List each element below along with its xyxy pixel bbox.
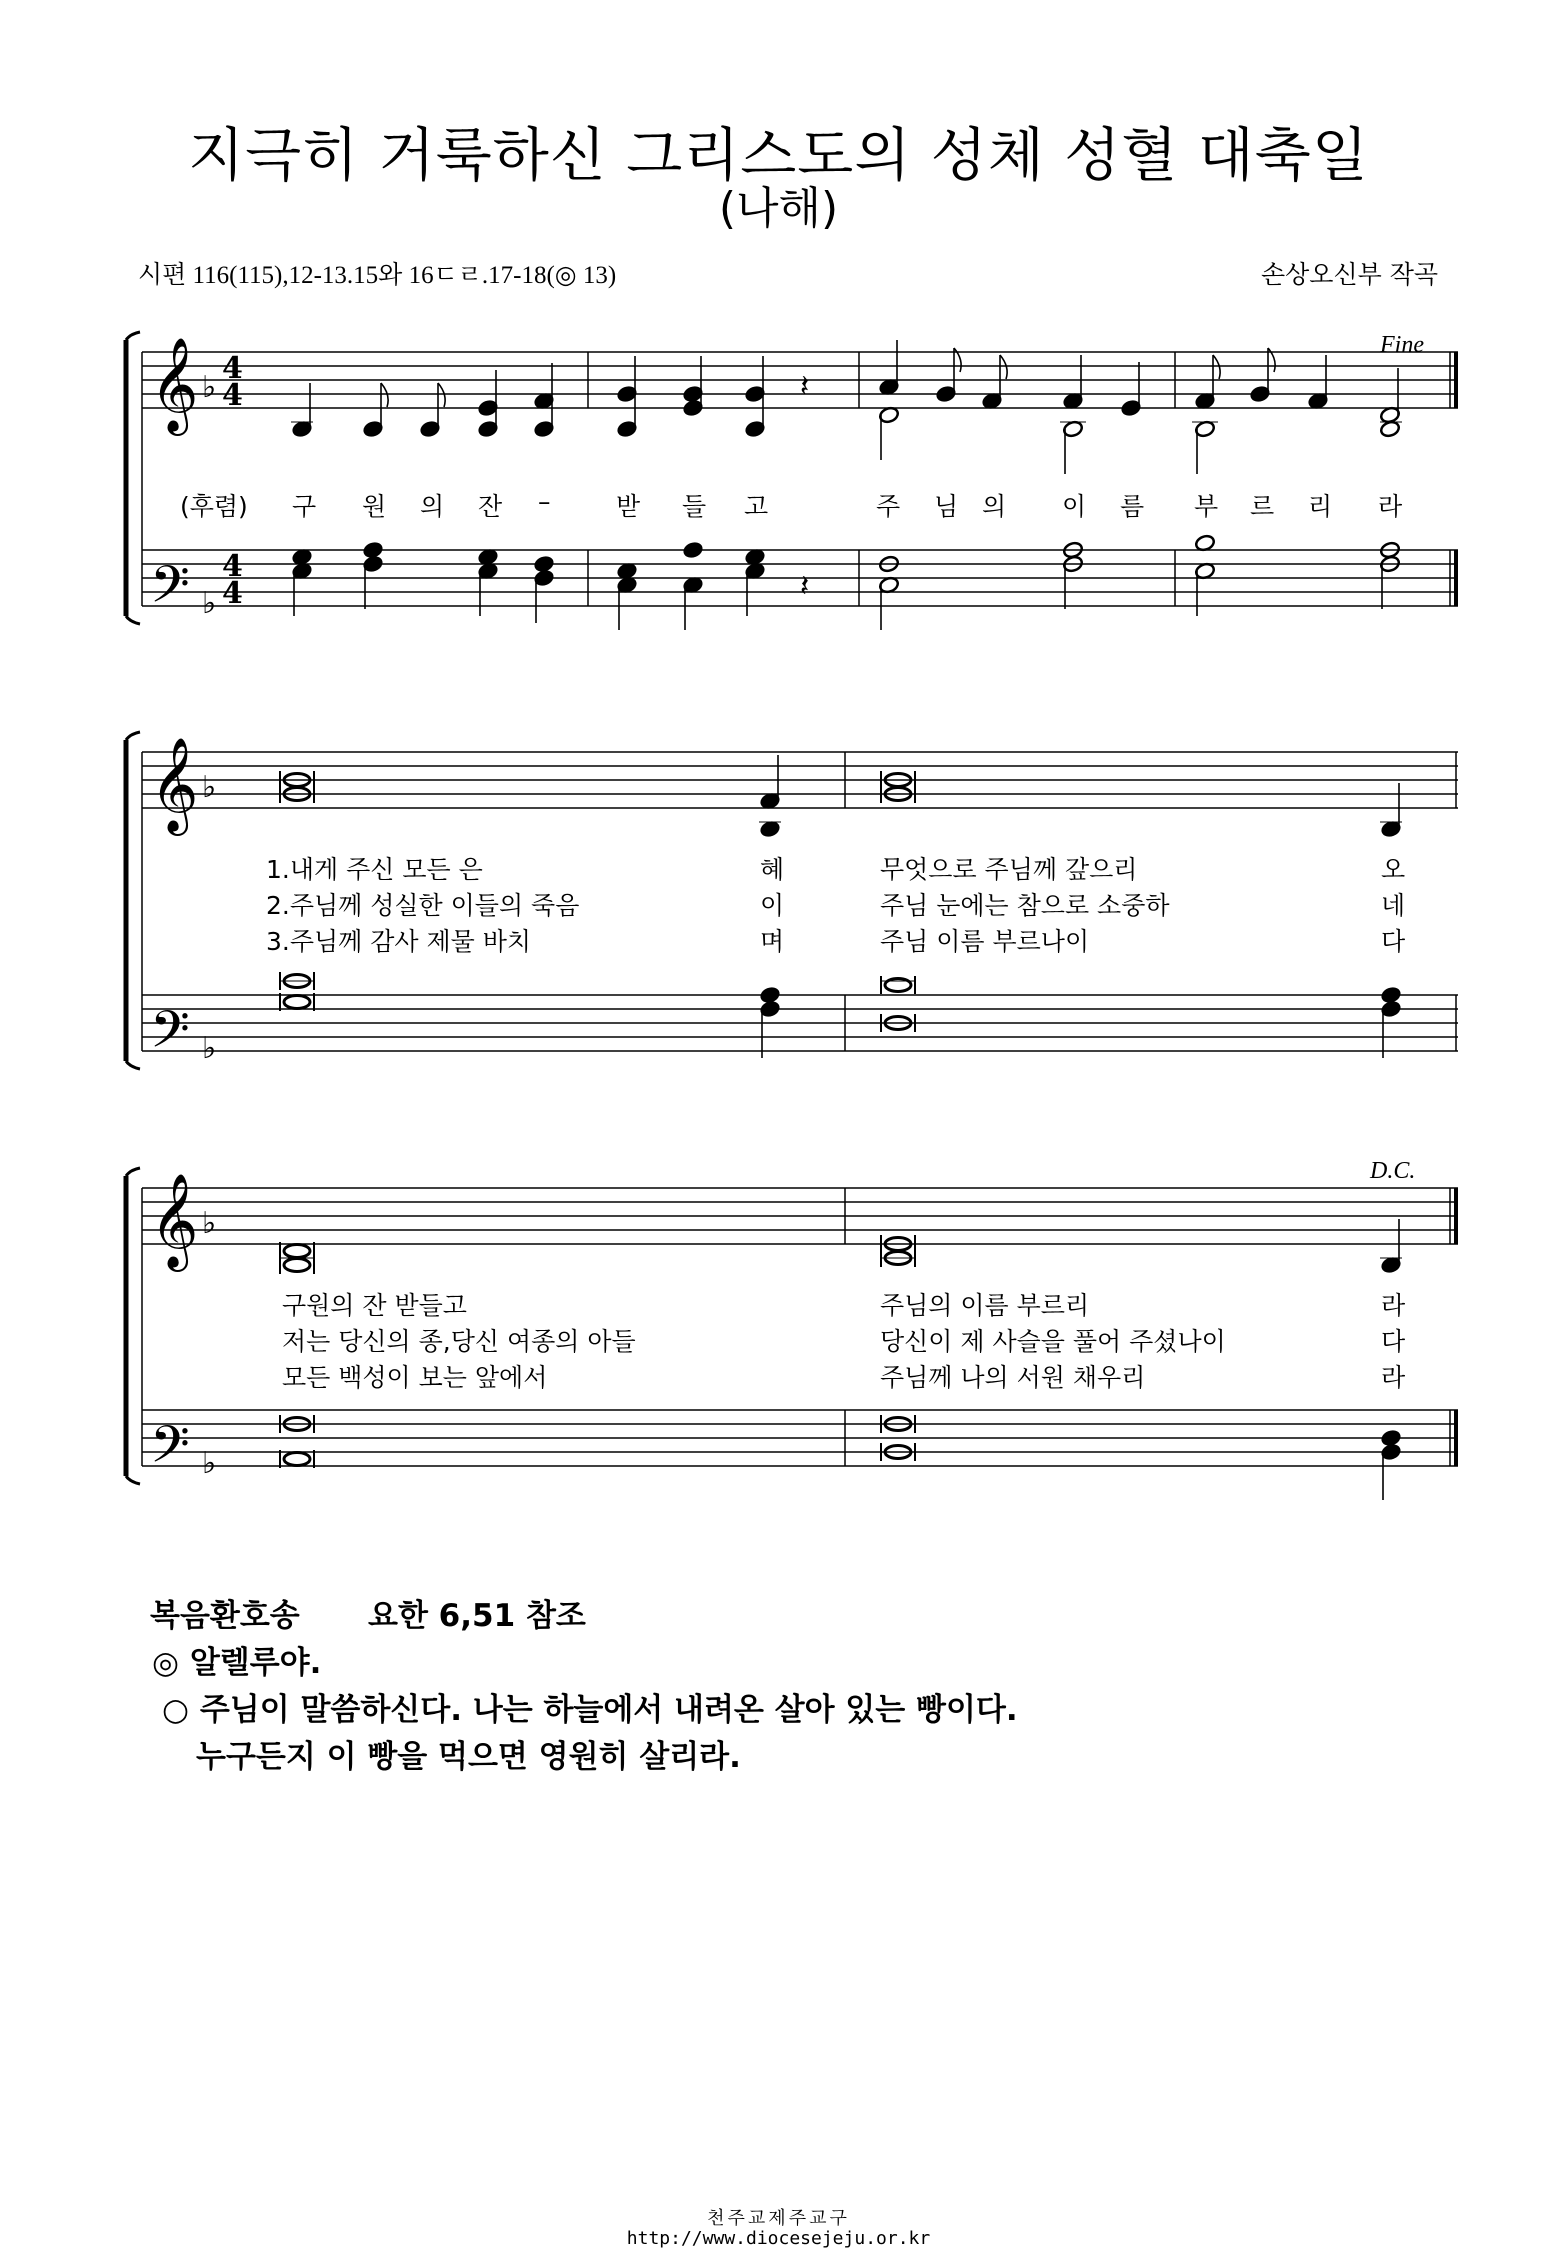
bass-clef-icon: 𝄢 xyxy=(150,1414,190,1487)
flat-icon: ♭ xyxy=(202,1031,217,1066)
lyric-syllable: 들 xyxy=(682,492,707,521)
verse-2-syllable: 네 xyxy=(1381,891,1406,920)
treble-clef-icon: 𝄞 xyxy=(150,737,199,832)
bass-notes-1 xyxy=(291,534,1400,630)
verse-2-syllable: 다 xyxy=(1381,1327,1406,1356)
verse-3-text: 주님께 나의 서원 채우리 xyxy=(880,1363,1146,1392)
verse-1-syllable: 라 xyxy=(1381,1291,1406,1320)
verse-1-text: 주님의 이름 부르리 xyxy=(880,1291,1090,1320)
lyric-syllable: 잔 xyxy=(478,492,503,521)
bass-clef-icon: 𝄢 xyxy=(150,554,190,627)
lyric-syllable: 이 xyxy=(1062,492,1087,521)
treble-clef-icon: 𝄞 xyxy=(150,1173,199,1268)
lyric-syllable: 름 xyxy=(1120,492,1145,521)
lyric-syllable: 고 xyxy=(744,492,769,521)
verse-3-text: 모든 백성이 보는 앞에서 xyxy=(282,1363,548,1392)
page-subtitle: (나해) xyxy=(718,183,839,234)
lyric-syllable: 의 xyxy=(420,492,445,521)
verse-1-text: 구원의 잔 받들고 xyxy=(282,1291,467,1320)
dc-mark: D.C. xyxy=(1370,1158,1416,1184)
treble-notes-1 xyxy=(291,340,1402,474)
acclamation-response: ◎ 알렐루야. xyxy=(152,1645,322,1681)
lyric-syllable: 구 xyxy=(292,492,317,521)
verse-1-text: 1.내게 주신 모든 은 xyxy=(266,855,483,884)
svg-text:4: 4 xyxy=(222,549,243,584)
footer-url[interactable]: http://www.diocesejeju.or.kr xyxy=(626,2228,931,2249)
verse-3-text: 3.주님께 감사 제물 바치 xyxy=(266,927,532,956)
acclamation-verse: ○ 주님이 말씀하신다. 나는 하늘에서 내려온 살아 있는 빵이다. xyxy=(162,1692,1018,1728)
lyric-syllable: 의 xyxy=(982,492,1007,521)
lyric-syllable: 원 xyxy=(362,492,387,521)
lyric-syllable: – xyxy=(538,487,551,516)
flat-icon: ♭ xyxy=(202,1206,217,1241)
lyric-syllable: 주 xyxy=(876,492,901,521)
svg-text:𝄽: 𝄽 xyxy=(800,569,810,604)
verse-2-text: 저는 당신의 종,당신 여종의 아들 xyxy=(282,1327,636,1356)
verse-2-text: 당신이 제 사슬을 풀어 주셨나이 xyxy=(880,1327,1226,1356)
svg-text:4: 4 xyxy=(222,351,243,386)
verse-2-text: 주님 눈에는 참으로 소중하 xyxy=(880,891,1170,920)
refrain-label: (후렴) xyxy=(180,492,248,521)
lyric-syllable: 르 xyxy=(1250,492,1275,521)
bass-clef-icon: 𝄢 xyxy=(150,999,190,1072)
flat-icon: ♭ xyxy=(202,1446,217,1481)
svg-text:𝄽: 𝄽 xyxy=(800,369,810,404)
verse-2-syllable: 이 xyxy=(760,891,785,920)
flat-icon: ♭ xyxy=(202,586,217,621)
acclamation-verse: 누구든지 이 빵을 먹으면 영원히 살리라. xyxy=(196,1739,741,1775)
verse-1-syllable: 혜 xyxy=(760,855,785,884)
lyric-syllable: 부 xyxy=(1194,492,1219,521)
flat-icon: ♭ xyxy=(202,770,217,805)
time-signature xyxy=(222,351,243,611)
footer-org: 천주교제주교구 xyxy=(707,2208,850,2229)
lyric-syllable: 라 xyxy=(1378,492,1403,521)
system-1 xyxy=(126,332,1458,624)
lyric-syllable: 님 xyxy=(934,492,959,521)
verse-3-syllable: 다 xyxy=(1381,927,1406,956)
svg-text:4: 4 xyxy=(222,378,243,413)
lyric-syllable: 받 xyxy=(616,492,641,521)
lyric-syllable: 리 xyxy=(1308,492,1333,521)
verse-3-syllable: 며 xyxy=(760,927,785,956)
verse-1-text: 무엇으로 주님께 갚으리 xyxy=(880,855,1138,884)
verse-1-syllable: 오 xyxy=(1381,855,1406,884)
page-title: 지극히 거룩하신 그리스도의 성체 성혈 대축일 xyxy=(188,121,1369,189)
fine-mark: Fine xyxy=(1380,332,1424,358)
verse-3-syllable: 라 xyxy=(1381,1363,1406,1392)
treble-clef-icon: 𝄞 xyxy=(150,337,199,432)
verse-2-text: 2.주님께 성실한 이들의 죽음 xyxy=(266,891,580,920)
flat-icon: ♭ xyxy=(202,370,217,405)
acclamation-reference: 요한 6,51 참조 xyxy=(368,1598,586,1634)
psalm-reference: 시편 116(115),12-13.15와 16ㄷㄹ.17-18(◎ 13) xyxy=(138,262,617,289)
composer-credit: 손상오신부 작곡 xyxy=(1261,260,1438,289)
svg-text:4: 4 xyxy=(222,576,243,611)
verse-3-text: 주님 이름 부르나이 xyxy=(880,927,1090,956)
acclamation-heading: 복음환호송 xyxy=(150,1598,300,1634)
